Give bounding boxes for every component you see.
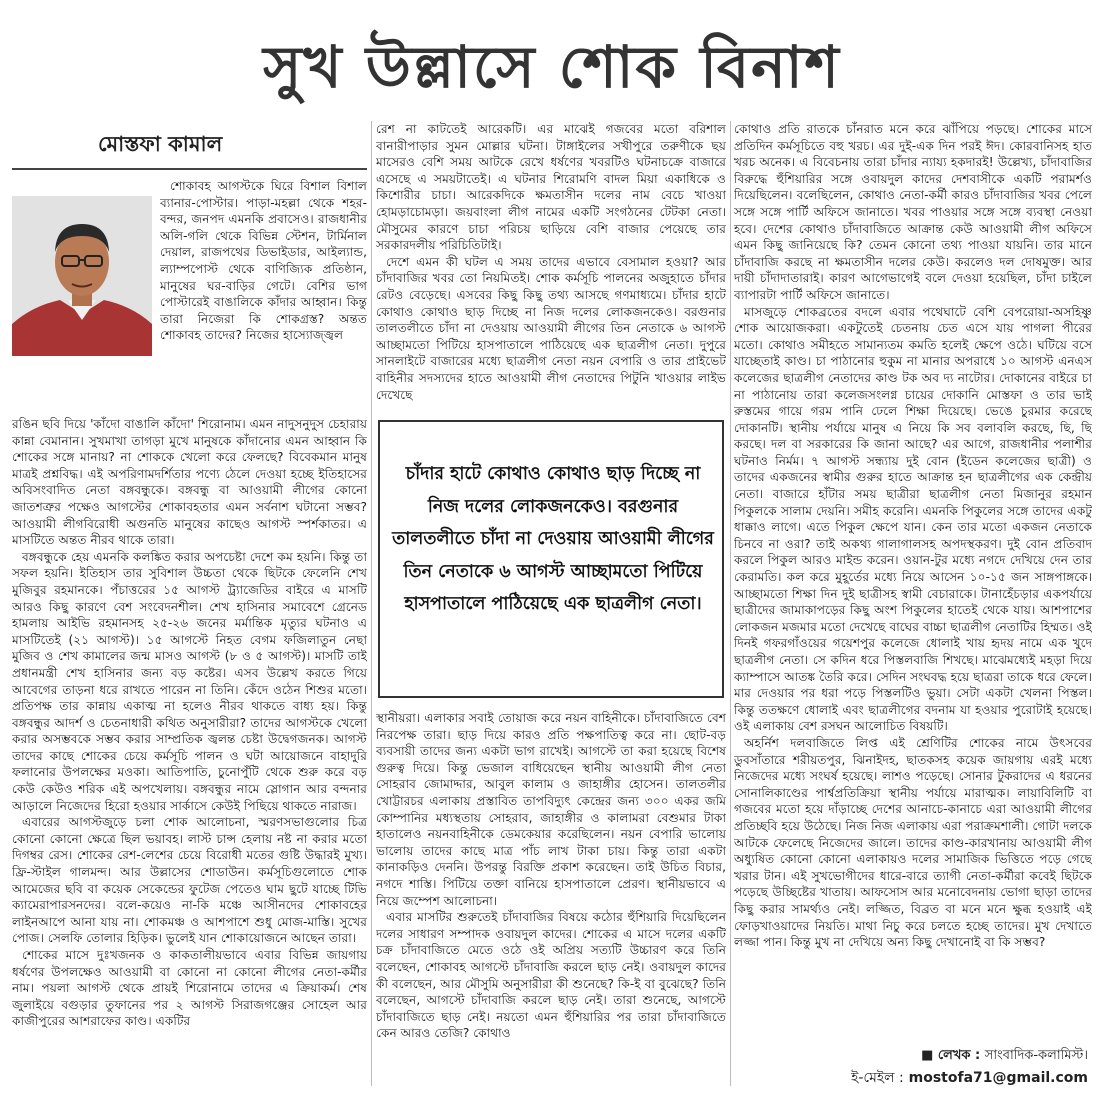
author-note — [921, 1046, 1088, 1067]
byline-rule — [12, 168, 367, 170]
paragraph: এবারের আগস্টজুড়ে চলা শোক আলোচনা, স্মরণসভাগুলোর চিত্র কোনো কোনো ক্ষেত্রে ছিল ভয়াবহ। লাস্ট চান্স হেলায় নষ্ট না করার মতো দিগম্বর রেস। শোকের রেশ-লেশের চেয়ে বিরোধী মতের গুষ্টি উদ্ধারই মুখ্য। ফ্রি-স্টাইল গালমন্দ। আর উল্লাসের শোডাউন। কর্মসূচিগুলোতে শোক আমেজের ছবি বা কয়েক সেকেন্ডের ফুটেজ পেতেও ঘাম ছুটে যাচ্ছে টিভি ক্যামেরাপারসনদের। বলে-কয়েও না-কি মঞ্চে আসীনদের শোকাবহের লাইনআপে আনা যায় না। শোকমঞ্চ ও আশপাশে শুধু মোজ-মাস্তি। সুখের পোজ। সেলফি তোলার হিড়িক। ভুলেই যান শোকায়োজনে আছেন তারা। — [12, 815, 367, 946]
email-label: ই-মেইল : — [851, 1070, 904, 1086]
paragraph: এবার মাসটির শুরুতেই চাঁদাবাজির বিষয়ে কঠোর হুঁশিয়ারি দিয়েছিলেন দলের সাধারণ সম্পাদক ওবায়দুল কাদের। শোকের এ মাসে দলের একটি চক্র চাঁদাবাজিতে মেতে ওঠে ওই অপ্রিয় সত্যটি উচ্চারণ করে তিনি বলেছেন, শোকাবহ আগস্টে চাঁদাবাজি করলে ছাড় নেই। ওবায়দুল কাদের কী বলেছেন, আর মৌসুমি অনুসারীরা কী শুনেছে? কি-ই বা বুঝেছে? তিনি বলেছেন, আগস্টে চাঁদাবাজি করলে ছাড় নেই। তারা শুনেছে, আগস্টে চাঁদাবাজিতে ছাড় নেই। নয়তো এমন হুঁশিয়ারির পর তারা চাঁদাবাজিতে কেন আরও তেজি? কোথাও — [376, 910, 726, 1041]
pull-quote-box — [378, 420, 724, 698]
paragraph: স্থানীয়রা। এলাকার সবাই তোয়াজ করে নয়ন বাহিনীকে। চাঁদাবাজিতে বেশ নিরপেক্ষ তারা। ছাড় দিয়ে কারও প্রতি পক্ষপাতিত্ব করে না। ছোট-বড় ব্যবসায়ী তাদের জন্য একটা ভাগ রাখেই। আগস্টে তা করা হয়েছে বিশেষ গুরুত্ব দিয়ে। কিন্তু ভেজাল বাধিয়েছেন স্থানীয় আওয়ামী লীগ নেতা সোহরাব জোমাদ্দার, আবুল কালাম ও জাহাঙ্গীর হোসেন। তালতলীর খোট্টারচর এলাকায় প্রস্তাবিত তাপবিদ্যুৎ কেন্দ্রের জন্য ৩০০ একর জমি কোম্পানির মধ্যস্থতায় সোহরাব, জাহাঙ্গীর ও কালামরা বেশুমার টাকা হাতালেও নয়নবাহিনীকে ডেমকেয়ার করেছিলেন। নয়ন বেপারি ভালোয় ভালোয় তাদের কাছে মাত্র পাঁচ লাখ টাকা চায়। কিন্তু তারা একটা কানাকড়িও দেননি। উপরন্তু বিরক্তি প্রকাশ করেছেন। তাই উচিত বিচার, নগদে শাস্তি। পিটিয়ে তক্তা বানিয়ে হাসপাতালে প্রেরণ। স্থানীয়ভাবে এ নিয়ে জম্পেশ আলোচনা। — [376, 711, 726, 908]
column-2-top — [376, 121, 726, 409]
paragraph: দেশে এমন কী ঘটল এ সময় তাদের এভাবে বেসামাল হওয়া? আর চাঁদাবাজির খবর তো নিয়মিতই। শোক কর্মসূচি পালনের অজুহাতে চাঁদার রেটও বেড়েছে। এসবের কিছু কিছু তথ্য আসছে গণমাধ্যমে। চাঁদার হাটে কোথাও কোথাও ছাড় দিচ্ছে না নিজ দলের লোকজনকেও। বরগুনার তালতলীতে চাঁদা না দেওয়ায় আওয়ামী লীগের তিন নেতাকে ৬ আগস্ট আচ্ছামতো পিটিয়ে হাসপাতালে পাঠিয়েছে এক ছাত্রলীগ নেতা। দুপুরে সানলাইটে বাজারের মধ্যে ছাত্রলীগ নেতা নয়ন বেপারি ও তার প্রাইভেট বাহিনীর সদস্যদের হাতে আওয়ামী লীগ নেতাদের পিটুনি খাওয়ার লাইভ দেখেছে — [376, 254, 726, 402]
column-1-intro — [160, 178, 367, 416]
paragraph: রঙিন ছবি দিয়ে 'কাঁদো বাঙালি কাঁদো' শিরোনাম। এমন নাদুসনুদুস চেহারায় কান্না বেমানান। সুখমাখা তাগড়া মুখে মানুষকে কাঁদানোর এমন আহ্বান কি শোকের সঙ্গে মানায়? না শোককে খেলো করে ফেলছে? বিবেকমান মানুষ মাত্রই প্রশ্নবিদ্ধ। এই অপরিণামদর্শিতার পণ্যে ঠেলে দেওয়া হচ্ছে ইতিহাসের অবিসংবাদিত নেতা বঙ্গবন্ধুকে। বঙ্গবন্ধু বা আওয়ামী লীগের কোনো জাতশত্রুর পক্ষেও আগস্টের শোকাবহতার এমন সর্বনাশ ঘটানো সম্ভব? আওয়ামী লীগবিরোধী অগুনতি মানুষের কাছেও আগস্ট স্পর্শকাতর। এ মাসটিতে অন্তত নীরব থাকে তারা। — [12, 417, 367, 548]
author-label: লেখক : — [937, 1048, 981, 1063]
paragraph: রেশ না কাটতেই আরেকটি। এর মাঝেই গজবের মতো বরিশাল বানারীপাড়ার সুমন মোল্লার ঘটনা। টাঙ্গাইলের সখীপুরে তরুণীকে ছয় মাসেরও বেশি সময় আটকে রেখে ধর্ষণের খবরটিও ঘটনাচক্রে বাজারে এসেছে এ সময়টাতেই। এ ঘটনার শিরোমণি বাদল মিয়া একাধিকে ও কিশোরীর চাচা। আরেকদিকে ক্ষমতাসীন দলের নাম বেচে খাওয়া হোমড়াচোমড়া। জয়বাংলা লীগ নামের একটি সংগঠনের টেটকা নেতা। মৌসুমের কারণে চাচা পরিচয় ছাড়িয়ে বেশি বাজার পেয়েছে তার সরকারদলীয় পরিচিতিটাই। — [376, 122, 726, 253]
pull-quote-text: চাঁদার হাটে কোথাও কোথাও ছাড় দিচ্ছে না নিজ দলের লোকজনকেও। বরগুনার তালতলীতে চাঁদা না দেওয়ায় আওয়ামী লীগের তিন নেতাকে ৬ আগস্ট আচ্ছামতো পিটিয়ে হাসপাতালে পাঠিয়েছে এক ছাত্রলীগ নেতা। — [392, 464, 714, 614]
paragraph: কোথাও প্রতি রাতকে চাঁনরাত মনে করে ঝাঁপিয়ে পড়ছে। শোকের মাসে প্রতিদিন কর্মসূচিতে বহু খরচ। এর দুই-এক দিন পরই ঈদ। কোরবানিসহ হাত খরচ অনেক। এ বিবেচনায় তারা চাঁদার ন্যায্য হকদারই! উল্লেখ্য, চাঁদাবাজির বিরুদ্ধে হুঁশিয়ারির সঙ্গে ওবায়দুল কাদের দেশবাসীকে একটি পরামর্শও দিয়েছিলেন। বলেছিলেন, কোথাও নেতা-কর্মী কারও চাঁদাবাজির খবর পেলে সঙ্গে সঙ্গে পার্টি অফিসে জানাতে। খবর পাওয়ার সঙ্গে সঙ্গে ব্যবস্থা নেওয়া হবে। দেশের কোথাও চাঁদাবাজিতে আক্রান্ত কেউ আওয়ামী লীগ অফিসে এমন কিছু জানিয়েছে কি? তেমন কোনো তথ্য পাওয়া যায়নি। তার মানে চাঁদাবাজি করছে না ক্ষমতাসীন দলের কেউ। করলেও দল দোষমুক্ত। আর দায়ী চাঁদাদাতারাই। কারণ আগেভাগেই বলে দেওয়া হয়েছিল, চাঁদা চাইলে ব্যাপারটা পার্টি অফিসে জানাতে। — [734, 122, 1092, 302]
paragraph: বঙ্গবন্ধুকে হেয় এমনকি কলঙ্কিত করার অপচেষ্টা দেশে কম হয়নি। কিন্তু তা সফল হয়নি। ইতিহাস তার সুবিশাল উচ্চতা থেকে ছিটকে ফেলেনি শেখ মুজিবুর রহমানকে। পঁচাত্তরের ১৫ আগস্ট ট্র্যাজেডির বাইরে এ মাসটি আরও কিছু কারণে বেশ সংবেদনশীল। শেখ হাসিনার সমাবেশে গ্রেনেড হামলায় আইভি রহমানসহ ২৫-২৬ জনের মর্মান্তিক মৃত্যুর ঘটনাও এ মাসটিতেই (২১ আগস্ট)। ১৫ আগস্টে নিহত বেগম ফজিলাতুন নেছা মুজিব ও শেখ কামালের জন্ম মাসও আগস্ট (৮ ও ৫ আগস্ট)। মাসটি তাই প্রধানমন্ত্রী শেখ হাসিনার জন্য বড় কষ্টের। এসব উল্লেখ করতে গিয়ে আবেগের তাড়না ধরে রাখতে পারেন না তিনি। কেঁদে ওঠেন শিশুর মতো। প্রতিপক্ষ তার কান্নায় একাত্ম না হলেও নীরব থাকতে বাধ্য হয়। কিন্তু বঙ্গবন্ধুর আদর্শ ও চেতনাধারী কথিত অনুসারীরা? তাদের আগস্টকে খেলো করার অসম্ভবকে সম্ভব করার সাম্প্রতিক জ্বলন্ত চেষ্টা উদ্বেগজনক। আগস্ট তাদের কাছে শোকের চেয়ে কর্মসূচি পালন ও ঘটা আয়োজনে বাহাদুরি ফলানোর উপলক্ষের মওকা। আতিপাতি, চুনোপুঁটি থেকে শুরু করে বড় কেউ কেউও শরিক এই অপখেলায়। বঙ্গবন্ধুর নামে স্লোগান আর বন্দনার আড়ালে নিজেদের হিরো হওয়ার সার্কাসে কেউই পিছিয়ে থাকতে নারাজ। — [12, 549, 367, 813]
paragraph: শোকের মাসে দুঃখজনক ও কাকতালীয়ভাবে এবার বিভিন্ন জায়গায় ধর্ষণের উপলক্ষেও আওয়ামী বা কোনো না কোনো লীগের নেতা-কর্মীর নাম। পয়লা আগস্ট থেকে প্রায়ই শিরোনামে তাদের এ ক্রিয়াকর্ম। শেষ জুলাইয়ে বগুড়ার তুফানের পর ২ আগস্ট সিরাজগঞ্জের সোহেল আর কাজীপুরের আশরাফের কাণ্ড। একটির — [12, 948, 367, 1029]
column-1-body — [12, 416, 367, 1086]
paragraph: অহর্নিশ দলবাজিতে লিপ্ত এই শ্রেণিটির শোকের নামে উৎসবের ডুবসাঁতারে শরীয়তপুর, ঝিনাইদহ, ছাতকসহ কয়েক জায়গায় এরই মধ্যে নিজেদের মধ্যে সংঘর্ষ হয়েছে। লাশও পড়েছে। সোনার টুকরাদের এ ধরনের সোনালিকাণ্ডের পার্শ্বপ্রতিক্রিয়া স্থানীয় পর্যায়ে মারাত্মক। লায়াবিলিটি বা গজবের মতো হয়ে দাঁড়াচ্ছে দেশের আনাচে-কানাচে এরা আওয়ামী লীগের প্রতিচ্ছবি হয়ে উঠেছে। নিজ নিজ এলাকায় এরা পরাক্রমশালী। গোটা দলকে আটকে ফেলেছে নিজেদের জালে। তাদের কাণ্ড-কারখানায় আওয়ামী লীগ অধ্যুষিত কোনো কোনো এলাকায়ও দলের সামাজিক ভিত্তিতে পড়ে গেছে খরার টান। এই সুখভোগীদের ধারে-বারে ত্যাগী নেতা-কর্মীরা কবেই ছিটকে পড়েছে উচ্ছিষ্টের খাতায়। আফসোস আর মনোবেদনায় ভোগা ছাড়া তাদের কিছু করার সামর্থ্যও নেই। লজ্জিত, বিব্রত বা মনে মনে ক্ষুব্ধ হওয়াই এই ফোড়খাওয়াদের নিয়তি। মাথা নিচু করে চলতে হচ্ছে তাদের। মুখ দেখাতে লজ্জা পান। কিন্তু মুখ না দেখিয়ে অন্য কিছু দেখানোই বা কি সম্ভব? — [734, 735, 1092, 950]
column-divider — [371, 121, 372, 1086]
column-divider — [730, 121, 731, 1086]
column-2-bottom — [376, 710, 726, 1086]
author-description: সাংবাদিক-কলামিস্ট। — [984, 1048, 1088, 1063]
square-bullet-icon: ■ — [921, 1048, 938, 1063]
column-3 — [734, 121, 1092, 1041]
email-line — [851, 1066, 1088, 1090]
byline: মোস্তফা কামাল — [98, 132, 223, 156]
paragraph: মাসজুড়ে শোকব্রতের বদলে এবার পথেঘাটে বেশি বেপরোয়া-অসহিষ্ণু শোক আয়োজকরা। একটুতেই চেতনায় চেত এসে যায় পাগলা পীরের মতো। কোথাও সমীহতে সামান্যতম কমতি হলেই ক্ষেপে ওঠে। ঘটিয়ে বসে যাচ্ছেতাই কাণ্ড। চা পাঠানোর হুকুম না মানার অপরাধে ১০ আগস্ট এনএস কলেজের ছাত্রলীগ নেতাদের কাণ্ড টক অব দ্য নাটোর। দোকানের বাইরে চা না পাঠানোয় তারা কলেজসংলগ্ন চায়ের দোকানি মোস্তফা ও তার ভাই রুস্তমের গায়ে গরম পানি ঢেলে শিক্ষা দিয়েছে। ভেঙে চুরমার করেছে দোকানটি। স্থানীয় পর্যায়ে মানুষ এ নিয়ে কি সব বলাবলি করছে, ছি, ছি করছে। দল বা সরকারের কি জানা আছে? এর আগে, রাজধানীর পলাশীর ঘটনাও নির্মম। ৭ আগস্ট সন্ধ্যায় দুই বোন (ইডেন কলেজের ছাত্রী) ও তাদের একজনের স্বামীর গুরুর হাতে আক্রান্ত হন ছাত্রলীগের এক কেন্দ্রীয় নেতা। বাজারে হাঁটার সময় ছাত্রীরা ছাত্রলীগ নেতা মিজানুর রহমান পিকুলকে সালাম দেয়নি। সমীহ করেনি। এমনকি পিকুলের সঙ্গে তাদের একটু ধাক্কাও লাগে। এতে পিকুল ক্ষেপে যান। কেন তার মতো একজন নেতাকে চিনবে না ওরা? তাই অকথ্য গালাগালসহ অপদস্থকরণ। দুই বোন প্রতিবাদ করলে পিকুল আরও মাইন্ড করেন। ওয়ান-টুর মধ্যে নগদে দেখিয়ে দেন তার কেরামতি। কল করে মুহূর্তের মধ্যে নিয়ে আসেন ১০-১৫ জন সাঙ্গপাঙ্গকে। আচ্ছামতো শিক্ষা দিন দুই ছাত্রীসহ স্বামী বেচারাকে। টানাহেঁচড়ার একপর্যায়ে ছাত্রীদের জামাকাপড়ের কিছু অংশ পিকুলের হাতেই থেকে যায়। আশপাশের লোকজন মজমার মতো দেখেছে বাঘের বাচ্চা ছাত্রলীগ নেতাটির হিম্মত। ওই দিনই গফরগাঁওয়ের গয়েশপুর কলেজে ধোলাই খায় হৃদয় নামে এক খুদে ছাত্রলীগ নেতা। সে কদিন ধরে পিস্তলবাজি শিখছে। মাঝেমধ্যেই মহড়া দিয়ে ক্যাম্পাসে আতঙ্ক তৈরি করে। সেদিন সংঘবদ্ধ হয়ে ছাত্ররা তাকে ধরে ফেলে। মার দেওয়ার পর ধরা পড়ে পিস্তলটিও ভুয়া। সেটা একটা খেলনা পিস্তল। কিন্তু ততক্ষণে ধোলাই এবং ছাত্রলীগের বদনাম যা হওয়ার পুরোটাই হয়েছে। ওই এলাকায় বেশ রসঘন আলোচিত বিষয়টি। — [734, 304, 1092, 734]
headline: সুখ উল্লাসে শোক বিনাশ — [263, 33, 841, 101]
paragraph: শোকাবহ আগস্টকে ঘিরে বিশাল বিশাল ব্যানার-পোস্টার। পাড়া-মহল্লা থেকে শহর-বন্দর, জনপদ এমনকি প্রবাসেও। রাজধানীর অলি-গলি থেকে বিভিন্ন স্টেশন, টার্মিনাল দেয়াল, রাজপথের ডিভাইডার, আইল্যান্ড, ল্যাম্পপোস্ট থেকে বাণিজ্যিক প্রতিষ্ঠান, মানুষের ঘর-বাড়ির গেটে। বেশির ভাগ পোস্টারেই বাঙালিকে কাঁদার আহ্বান। কিন্তু তারা নিজেরা কি শোকগ্রস্ত? অন্তত শোকাবহ তাদের? নিজের হাস্যোজ্জ্বল — [160, 179, 367, 343]
email-address: mostofa71@gmail.com — [908, 1070, 1088, 1086]
author-photo — [12, 196, 152, 356]
